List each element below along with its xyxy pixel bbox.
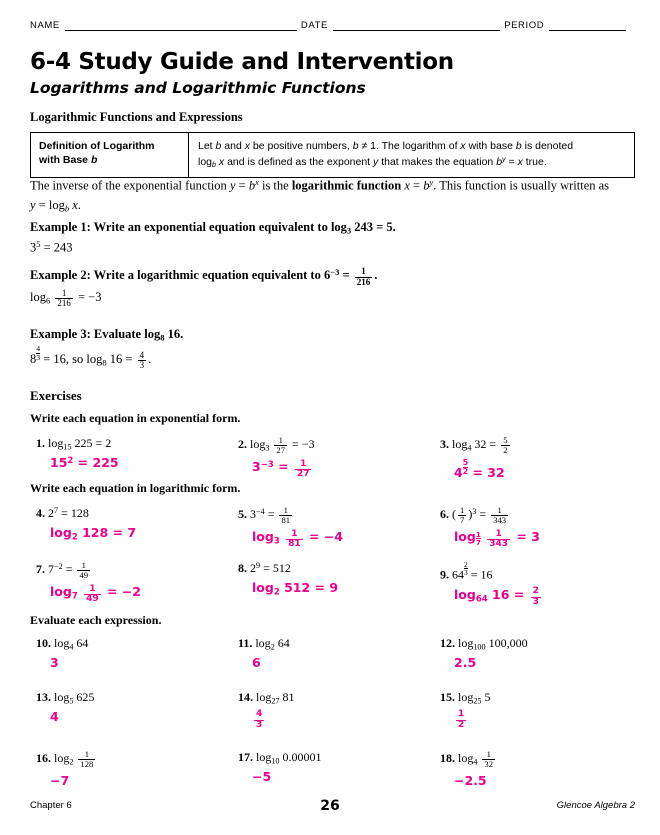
page-footer — [0, 800, 660, 820]
problem-16-question: 16. $\log_2$ $\frac{1}{128}$ — [36, 749, 94, 770]
definition-body-line2: $\log_b x$ and is defined as the exponent y that makes the equation $b^y = x$ true. — [198, 155, 547, 169]
example-3-prompt: Example 3: Evaluate $\log_8 16$. — [30, 327, 184, 343]
problem-9-question: 9. 64 $\frac{2}{3}$ = 16 — [440, 560, 493, 582]
student-info-line — [30, 20, 630, 31]
footer-book-title: Glencoe Algebra 2 — [556, 800, 635, 811]
problem-8-answer: $\log_2 512 = 9$ — [252, 580, 339, 598]
section-heading: Logarithmic Functions and Expressions — [30, 110, 243, 124]
period-label: PERIOD — [504, 20, 545, 31]
exercises-heading: Exercises — [30, 388, 82, 403]
definition-term-variable: b — [90, 154, 98, 167]
directive-logarithmic-form: Write each equation in logarithmic form. — [30, 481, 241, 495]
example-3-answer: 8 $\frac{4}{3}$ = 16, so $\log_8 16$ = $\frac{4}{3}$ . — [30, 344, 152, 371]
problem-4-question: 4. $2^7 = 128$ — [36, 506, 89, 521]
problem-14-answer: $\frac{4}{3}$ — [256, 709, 263, 730]
example-3 — [30, 325, 183, 371]
directive-evaluate: Evaluate each expression. — [30, 613, 162, 627]
definition-term-line1: Definition of Logarithm — [39, 140, 155, 152]
problem-6-answer: log $\frac{1}{7}$ $\frac{1}{343}$ = 3 — [454, 528, 540, 550]
example-2 — [30, 266, 377, 309]
problem-15-answer: $\frac{1}{2}$ — [458, 709, 465, 730]
problem-2-question: 2. $\log_3$ $\frac{1}{27}$ = −3 — [238, 435, 315, 456]
date-blank-field[interactable] — [333, 22, 500, 31]
name-blank-field[interactable] — [65, 22, 297, 31]
problem-15 — [440, 690, 491, 730]
problem-13 — [36, 690, 94, 724]
problem-5 — [238, 506, 343, 550]
problem-16 — [36, 750, 97, 788]
problem-9-answer: $\log_{64} 16$ = $\frac{2}{3}$ — [454, 586, 539, 607]
problem-12 — [440, 636, 528, 670]
page-title: 6-4 Study Guide and Intervention — [30, 49, 454, 75]
problem-7-question: 7. $7^{-2}$ = $\frac{1}{49}$ — [36, 560, 89, 581]
definition-box — [30, 132, 635, 178]
example-1 — [30, 218, 396, 257]
definition-body — [189, 133, 634, 177]
problem-4-answer: $\log_2 128 = 7$ — [50, 525, 137, 543]
problem-12-question: 12. $\log_{100} 100,000$ — [440, 636, 528, 652]
example-2-answer: $\log_6$ $\frac{1}{216}$ = −3 — [30, 287, 102, 309]
date-label: DATE — [300, 20, 328, 31]
problem-6-question: 6. ( $\frac{1}{7}$ )$^3$ = $\frac{1}{343}$ — [440, 505, 507, 526]
problem-11-question: 11. $\log_2 64$ — [238, 636, 290, 652]
problem-5-question: 5. $3^{-4}$ = $\frac{1}{81}$ — [238, 505, 291, 526]
problem-14-question: 14. $\log_{27} 81$ — [238, 690, 295, 706]
problem-15-question: 15. $\log_{25} 5$ — [440, 690, 491, 706]
problem-4 — [36, 506, 136, 542]
definition-term-line2: with Base — [39, 154, 91, 167]
problem-7 — [36, 561, 141, 605]
problem-7-answer: $\log_7$ $\frac{1}{49}$ = −2 — [50, 583, 141, 605]
problem-1 — [36, 436, 119, 470]
problem-3-answer: 4 $\frac{5}{2}$ = 32 — [454, 458, 505, 481]
problem-17-question: 17. $\log_{10} 0.00001$ — [238, 750, 322, 766]
problem-18-question: 18. $\log_4$ $\frac{1}{32}$ — [440, 749, 494, 770]
example-2-prompt: Example 2: Write a logarithmic equation equivalent to $6^{-3}$ = $\frac{1}{216}$ . — [30, 266, 378, 287]
problem-13-answer: 4 — [50, 709, 59, 725]
footer-chapter: Chapter 6 — [30, 800, 72, 811]
problem-9 — [440, 561, 543, 607]
problem-18 — [440, 750, 497, 788]
problem-8 — [238, 561, 338, 597]
name-label: NAME — [30, 20, 60, 31]
problem-14 — [238, 690, 295, 730]
problem-12-answer: 2.5 — [454, 655, 477, 671]
page-subtitle: Logarithms and Logarithmic Functions — [30, 79, 366, 97]
problem-1-question: 1. $\log_{15} 225 = 2$ — [36, 436, 112, 452]
problem-17-answer: −5 — [252, 769, 272, 785]
problem-10-question: 10. $\log_4 64$ — [36, 636, 89, 652]
problem-11-answer: 6 — [252, 655, 261, 671]
footer-page-number: 26 — [320, 798, 340, 814]
problem-11 — [238, 636, 290, 670]
directive-exponential-form: Write each equation in exponential form. — [30, 411, 241, 425]
example-1-prompt: Example 1: Write an exponential equation equivalent to $\log_3 243 = 5$. — [30, 220, 396, 236]
definition-body-line1: Let b and x be positive numbers, b ≠ 1. The logarithm of x with base b is denoted — [198, 140, 574, 152]
problem-3-question: 3. $\log_4 32$ = $\frac{5}{2}$ — [440, 435, 508, 456]
problem-18-answer: −2.5 — [454, 773, 487, 789]
problem-17 — [238, 750, 322, 784]
intro-paragraph: The inverse of the exponential function $y = b^x$ is the logarithmic function $x = b^y$. This function is usually written as $y = \log_b x$. — [30, 177, 610, 213]
problem-10 — [36, 636, 88, 670]
problem-3 — [440, 436, 512, 480]
problem-16-answer: −7 — [50, 773, 70, 789]
problem-2 — [238, 436, 315, 480]
definition-term — [31, 133, 189, 177]
problem-1-answer: $15^2 = 225$ — [50, 455, 119, 471]
period-blank-field[interactable] — [549, 22, 626, 31]
problem-5-answer: $\log_3$ $\frac{1}{81}$ = −4 — [252, 528, 343, 550]
problem-6 — [440, 506, 540, 550]
example-1-answer: $3^5 = 243$ — [30, 239, 73, 255]
problem-2-answer: $3^{-3}$ = $\frac{1}{27}$ — [252, 458, 310, 480]
problem-8-question: 8. $2^9 = 512$ — [238, 561, 291, 576]
problem-13-question: 13. $\log_5 625$ — [36, 690, 95, 706]
problem-10-answer: 3 — [50, 655, 59, 671]
